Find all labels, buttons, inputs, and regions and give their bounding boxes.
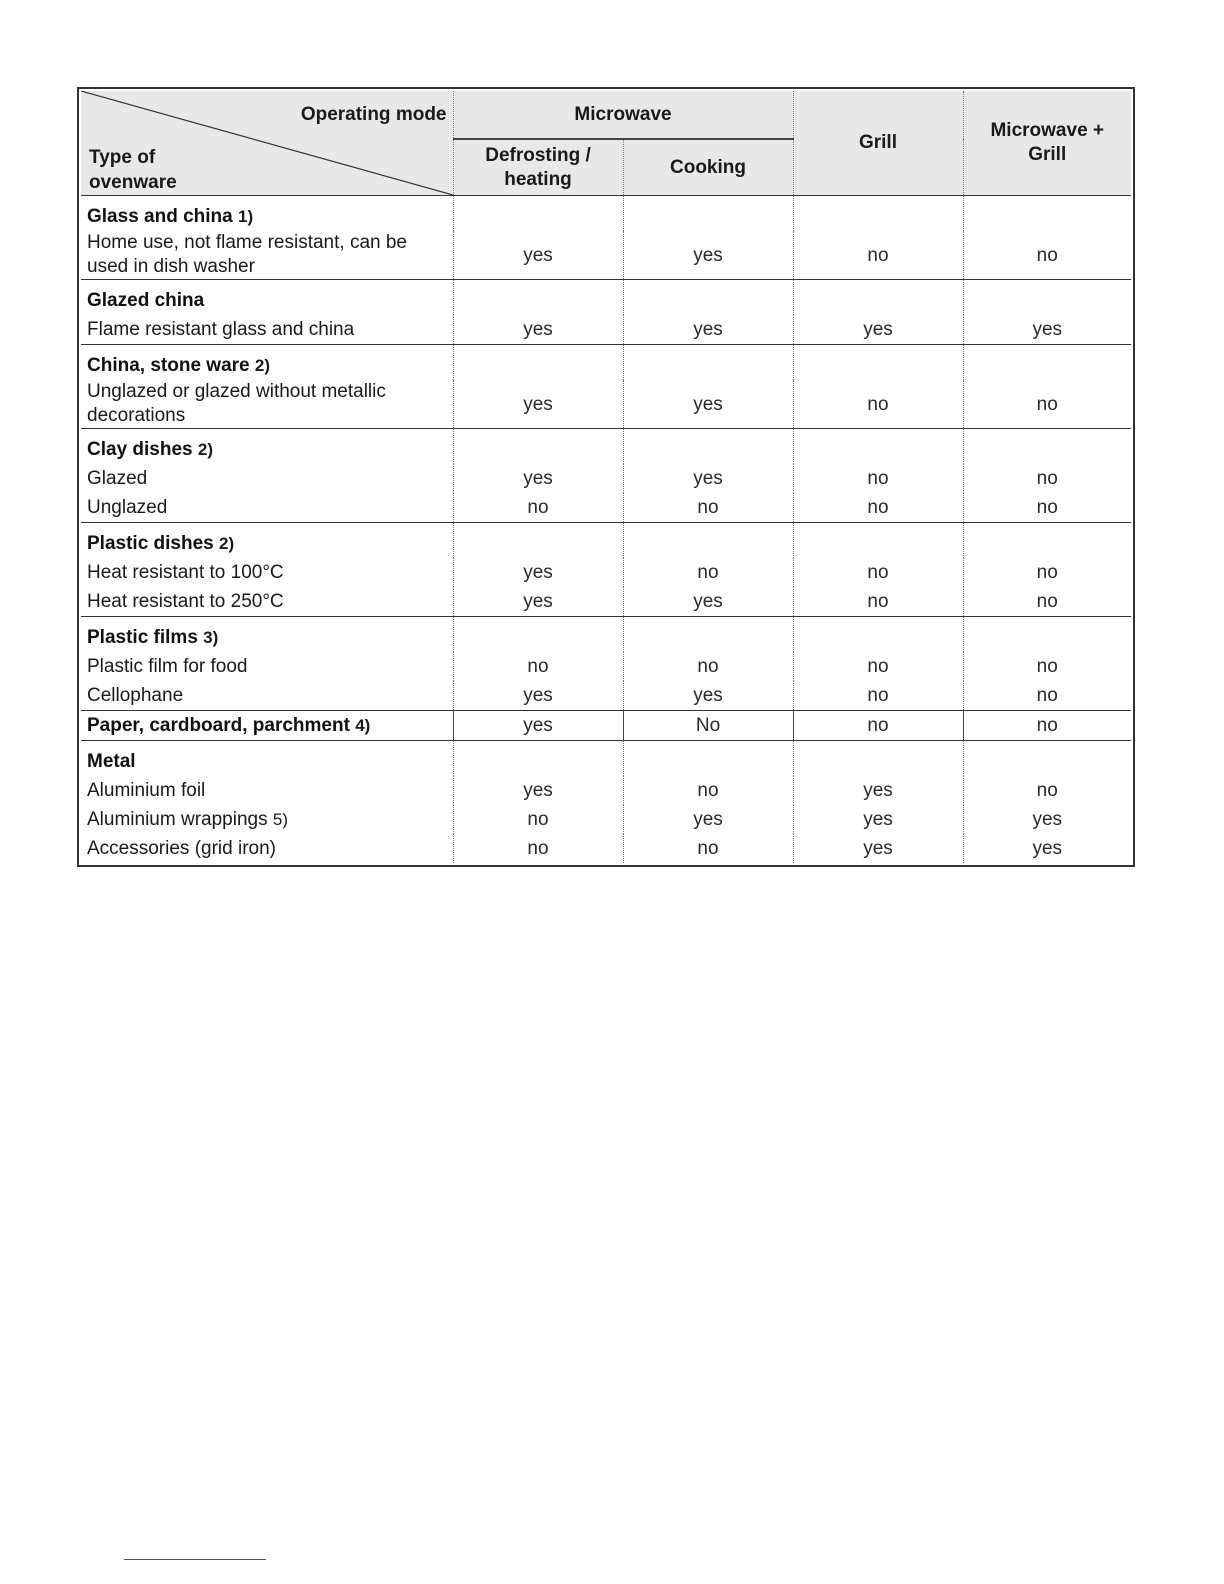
group-title: Plastic dishes — [87, 533, 214, 554]
item-label-cell — [81, 493, 453, 523]
value-cell: yes — [793, 315, 963, 345]
group-title: Glazed china — [87, 290, 205, 311]
empty-cell — [793, 741, 963, 777]
value-cell: yes — [623, 681, 793, 711]
table-row — [81, 805, 1131, 834]
empty-cell — [453, 617, 623, 653]
value-cell: yes — [453, 776, 623, 805]
value-cell: no — [623, 558, 793, 587]
empty-cell — [793, 617, 963, 653]
value-cell: no — [453, 805, 623, 834]
value-cell: yes — [793, 776, 963, 805]
empty-cell — [623, 345, 793, 381]
value-cell: no — [793, 558, 963, 587]
value-cell: no — [623, 493, 793, 523]
value-cell: no — [963, 464, 1131, 493]
value-cell: no — [793, 681, 963, 711]
table-row — [81, 681, 1131, 711]
empty-cell — [453, 196, 623, 232]
value-cell: yes — [453, 558, 623, 587]
table-row — [81, 587, 1131, 617]
value-cell: yes — [453, 681, 623, 711]
item-label: Glazed — [87, 468, 148, 489]
group-title: China, stone ware — [87, 355, 250, 376]
value-cell: yes — [453, 231, 623, 280]
group-title: Plastic films — [87, 627, 198, 648]
value-cell: yes — [963, 834, 1131, 863]
empty-cell — [623, 741, 793, 777]
value-cell: no — [963, 587, 1131, 617]
item-label: Unglazed — [87, 497, 168, 518]
empty-cell — [963, 523, 1131, 559]
empty-cell — [963, 345, 1131, 381]
group-title-cell — [81, 523, 453, 559]
value-cell: no — [623, 652, 793, 681]
value-cell: no — [963, 558, 1131, 587]
table-row — [81, 493, 1131, 523]
item-label: Heat resistant to 100°C — [87, 562, 284, 583]
empty-cell — [793, 280, 963, 316]
item-label-cell — [81, 315, 453, 345]
value-cell: no — [793, 464, 963, 493]
value-cell: yes — [453, 711, 623, 741]
footnote-ref: 2) — [219, 534, 235, 553]
group-title-cell — [81, 280, 453, 316]
ovenware-text: ovenware — [89, 172, 177, 193]
value-cell: yes — [963, 315, 1131, 345]
empty-cell — [793, 429, 963, 465]
item-label-cell — [81, 652, 453, 681]
empty-cell — [623, 523, 793, 559]
ovenware-table-frame — [77, 87, 1135, 867]
item-label-cell — [81, 464, 453, 493]
empty-cell — [963, 196, 1131, 232]
microwave-header: Microwave — [453, 91, 793, 139]
value-cell: yes — [453, 587, 623, 617]
value-cell: no — [453, 834, 623, 863]
group-header-row — [81, 523, 1131, 559]
value-cell: yes — [623, 231, 793, 280]
value-cell: yes — [453, 380, 623, 429]
empty-cell — [963, 741, 1131, 777]
value-cell: no — [963, 231, 1131, 280]
group-title-cell — [81, 741, 453, 777]
table-row — [81, 652, 1131, 681]
footnote-ref: 3) — [203, 628, 219, 647]
group-title: Glass and china — [87, 206, 233, 227]
empty-cell — [963, 617, 1131, 653]
item-label: Heat resistant to 250°C — [87, 591, 284, 612]
value-cell: no — [793, 231, 963, 280]
empty-cell — [453, 741, 623, 777]
table-row — [81, 558, 1131, 587]
footnote-ref: 5) — [272, 810, 288, 829]
table-row — [81, 380, 1131, 429]
empty-cell — [963, 280, 1131, 316]
value-cell: yes — [623, 464, 793, 493]
table-row — [81, 464, 1131, 493]
group-header-row — [81, 617, 1131, 653]
item-label: Aluminium wrappings — [87, 809, 268, 830]
group-header-row — [81, 280, 1131, 316]
footnote-ref: 1) — [238, 207, 254, 226]
empty-cell — [623, 280, 793, 316]
value-cell: no — [623, 776, 793, 805]
value-cell: yes — [453, 315, 623, 345]
group-title: Paper, cardboard, parchment — [87, 715, 350, 736]
group-title-cell — [81, 711, 453, 741]
value-cell: yes — [793, 805, 963, 834]
ovenware-type-label — [89, 145, 177, 195]
ovenware-table — [81, 91, 1131, 863]
group-header-row — [81, 429, 1131, 465]
value-cell: no — [453, 493, 623, 523]
empty-cell — [453, 523, 623, 559]
footnote-ref: 2) — [197, 440, 214, 459]
group-title: Clay dishes — [87, 439, 193, 460]
value-cell: No — [623, 711, 793, 741]
item-label: Cellophane — [87, 685, 184, 706]
footnote-ref: 2) — [254, 356, 271, 375]
microwave-grill-line1: Microwave + — [990, 120, 1105, 141]
empty-cell — [623, 429, 793, 465]
item-label-cell — [81, 587, 453, 617]
value-cell: no — [963, 380, 1131, 429]
empty-cell — [453, 345, 623, 381]
value-cell: no — [793, 587, 963, 617]
table-row — [81, 776, 1131, 805]
defrosting-text: Defrosting / — [485, 144, 591, 166]
operating-mode-label: Operating mode — [300, 104, 447, 125]
empty-cell — [623, 617, 793, 653]
table-row — [81, 231, 1131, 280]
table-row — [81, 711, 1131, 741]
value-cell: yes — [453, 464, 623, 493]
empty-cell — [453, 280, 623, 316]
empty-cell — [453, 429, 623, 465]
value-cell: yes — [623, 587, 793, 617]
item-label: Unglazed or glazed without metallic decorations — [87, 381, 386, 426]
item-label-cell — [81, 805, 453, 834]
ovenware-table-body — [81, 196, 1131, 864]
group-header-row — [81, 741, 1131, 777]
footnote-ref: 4) — [355, 716, 371, 735]
group-header-row — [81, 196, 1131, 232]
item-label-cell — [81, 380, 453, 429]
value-cell: yes — [623, 315, 793, 345]
value-cell: yes — [623, 380, 793, 429]
item-label-cell — [81, 231, 453, 280]
microwave-grill-line2: Grill — [1028, 144, 1067, 165]
diagonal-header-cell — [81, 91, 453, 196]
item-label: Aluminium foil — [87, 780, 206, 801]
cooking-header: Cooking — [623, 139, 793, 195]
group-title: Metal — [87, 751, 136, 772]
value-cell: yes — [793, 834, 963, 863]
heating-text: heating — [504, 168, 572, 190]
table-row — [81, 315, 1131, 345]
empty-cell — [793, 523, 963, 559]
item-label: Flame resistant glass and china — [87, 319, 355, 340]
microwave-grill-header — [963, 91, 1131, 196]
group-title-cell — [81, 345, 453, 381]
group-header-row — [81, 345, 1131, 381]
item-label-cell — [81, 558, 453, 587]
value-cell: no — [453, 652, 623, 681]
value-cell: no — [963, 493, 1131, 523]
group-title-cell — [81, 196, 453, 232]
value-cell: no — [793, 493, 963, 523]
value-cell: no — [963, 652, 1131, 681]
empty-cell — [623, 196, 793, 232]
value-cell: no — [793, 711, 963, 741]
item-label: Plastic film for food — [87, 656, 248, 677]
item-label-cell — [81, 834, 453, 863]
group-title-cell — [81, 429, 453, 465]
value-cell: no — [963, 776, 1131, 805]
item-label: Accessories (grid iron) — [87, 838, 276, 859]
grill-header: Grill — [793, 91, 963, 196]
value-cell: no — [963, 681, 1131, 711]
value-cell: no — [793, 380, 963, 429]
group-title-cell — [81, 617, 453, 653]
value-cell: no — [623, 834, 793, 863]
type-of-text: Type of — [89, 147, 156, 168]
item-label-cell — [81, 776, 453, 805]
defrosting-heating-header — [453, 139, 623, 195]
item-label: Home use, not flame resistant, can be used in dish washer — [87, 232, 407, 277]
empty-cell — [793, 345, 963, 381]
footnote-separator — [124, 1559, 266, 1560]
empty-cell — [793, 196, 963, 232]
value-cell: no — [793, 652, 963, 681]
item-label-cell — [81, 681, 453, 711]
empty-cell — [963, 429, 1131, 465]
value-cell: yes — [963, 805, 1131, 834]
value-cell: yes — [623, 805, 793, 834]
value-cell: no — [963, 711, 1131, 741]
table-row — [81, 834, 1131, 863]
